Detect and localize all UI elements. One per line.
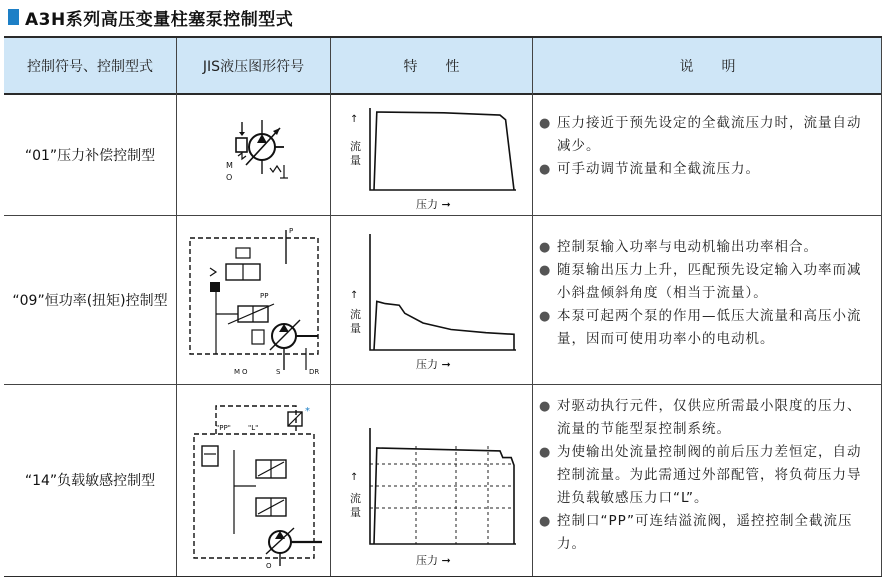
chart-14 [346, 424, 526, 572]
column-divider [532, 38, 533, 576]
svg-text:↑: ↑ [350, 472, 359, 483]
x-axis-text: 压力 [416, 554, 438, 567]
header-description: 说 明 [679, 58, 736, 75]
chart-09 [346, 226, 526, 374]
row-label-14: “14”负载敏感控制型 [24, 473, 156, 489]
flow-curve [374, 112, 514, 190]
desc-item: ● 压力接近于预先设定的全截流压力时，流量自动减少。 [539, 112, 874, 158]
header-characteristic: 特 性 [403, 58, 460, 75]
row-label-01: “01”压力补偿控制型 [24, 148, 156, 164]
flow-curve [374, 448, 514, 544]
desc-item: ● 控制泵输入功率与电动机输出功率相合。 [539, 236, 874, 259]
y-axis-char: 流 [350, 492, 361, 505]
x-axis-text: 压力 [416, 198, 438, 211]
column-divider [330, 38, 331, 576]
symbol-mark-l: "L" [248, 424, 259, 432]
desc-item: ● 本泵可起两个泵的作用—低压大流量和高压小流量，因而可使用功率小的电动机。 [539, 305, 874, 351]
symbol-mark-star: * [305, 406, 310, 417]
x-axis-label-2: 压力 ➞ [416, 358, 451, 371]
desc-item: ● 为使输出处流量控制阀的前后压力差恒定，自动控制流量。为此需通过外部配管，将负荷压力导进负载敏感压力口“L”。 [539, 441, 874, 510]
jis-symbol-14 [186, 394, 326, 570]
symbol-mark-pp: PP [260, 292, 269, 300]
header-jis: JIS液压图形符号 [202, 58, 305, 75]
x-axis-label-1: 压力 ➞ [416, 198, 451, 211]
title-bar [8, 6, 293, 28]
characteristic-chart-09 [346, 226, 526, 374]
x-axis-text: 压力 [416, 358, 438, 371]
symbol-mark-o: O [266, 562, 272, 570]
y-axis-char: 量 [350, 154, 361, 167]
load-sensing-symbol-icon [186, 394, 326, 570]
jis-symbol-09 [186, 224, 326, 376]
characteristic-chart-14 [346, 424, 526, 572]
y-axis-label-2 [350, 307, 361, 335]
symbol-mark-o: O [242, 368, 248, 376]
y-axis-label-3 [350, 491, 361, 519]
symbol-mark-dr: DR [309, 368, 320, 376]
row-desc-01 [539, 112, 874, 181]
y-axis-char: 流 [350, 140, 361, 153]
row-desc-09 [539, 236, 874, 351]
flow-curve [374, 301, 514, 350]
symbol-mark-pp: "PP" [216, 424, 231, 432]
desc-item: ● 随泵输出压力上升，匹配预先设定输入功率而减小斜盘倾斜角度（相当于流量）。 [539, 259, 874, 305]
column-divider [176, 38, 177, 576]
y-axis-char: 量 [350, 322, 361, 335]
desc-item: ● 对驱动执行元件，仅供应所需最小限度的压力、流量的节能型泵控制系统。 [539, 395, 874, 441]
title-square-icon [8, 9, 19, 25]
header-control: 控制符号、控制型式 [27, 58, 153, 75]
symbol-mark-s: S [276, 368, 281, 376]
jis-symbol-01 [204, 110, 304, 190]
chart-01 [346, 100, 526, 214]
symbol-mark-p: P [289, 227, 294, 235]
pump-symbol-icon [204, 110, 304, 190]
table-header [4, 38, 882, 95]
desc-item: ● 可手动调节流量和全截流压力。 [539, 158, 874, 181]
control-table [4, 36, 882, 577]
row-desc-14 [539, 395, 874, 556]
column-divider [881, 38, 882, 576]
y-axis-char: 量 [350, 506, 361, 519]
power-control-symbol-icon [186, 224, 326, 376]
axes [370, 108, 516, 190]
x-axis-label-3: 压力 ➞ [416, 554, 451, 567]
y-axis-label-1 [350, 139, 361, 167]
svg-text:↑: ↑ [350, 290, 359, 301]
page-title: A3H系列高压变量柱塞泵控制型式 [25, 9, 294, 30]
y-axis-char: 流 [350, 308, 361, 321]
characteristic-chart-01 [346, 100, 526, 214]
symbol-mark-m: M [234, 368, 241, 376]
symbol-mark-o: O [226, 173, 233, 182]
grid-lines [370, 446, 514, 544]
svg-text:↑: ↑ [350, 114, 359, 125]
desc-item: ● 控制口“PP”可连结溢流阀，遥控控制全截流压力。 [539, 510, 874, 556]
symbol-mark-m: M [226, 161, 233, 170]
row-label-09: “09”恒功率(扭矩)控制型 [12, 293, 168, 309]
